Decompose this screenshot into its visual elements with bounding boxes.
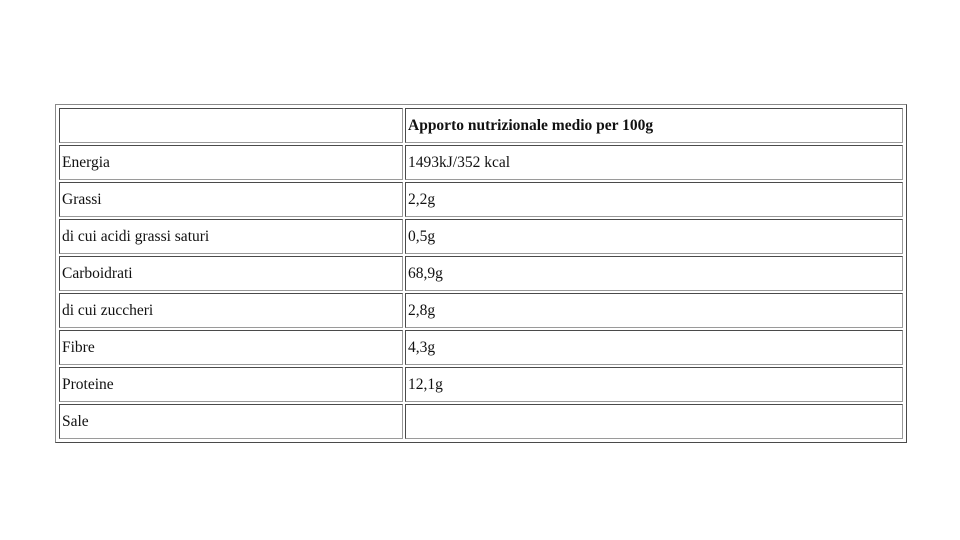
table-header-row xyxy=(59,108,903,143)
row-value-cell: 12,1g xyxy=(405,367,903,402)
row-value-cell: 2,8g xyxy=(405,293,903,328)
row-label-cell: Energia xyxy=(59,145,403,180)
row-label-cell: di cui acidi grassi saturi xyxy=(59,219,403,254)
table-row xyxy=(59,182,903,217)
row-label-cell: Sale xyxy=(59,404,403,439)
row-value-cell xyxy=(405,404,903,439)
row-label-cell: di cui zuccheri xyxy=(59,293,403,328)
row-value-cell: 68,9g xyxy=(405,256,903,291)
table-row xyxy=(59,367,903,402)
row-label-cell: Fibre xyxy=(59,330,403,365)
row-value-cell: 4,3g xyxy=(405,330,903,365)
row-value-cell: 2,2g xyxy=(405,182,903,217)
table-row xyxy=(59,256,903,291)
table-row xyxy=(59,330,903,365)
row-label-cell: Carboidrati xyxy=(59,256,403,291)
table-row xyxy=(59,145,903,180)
row-label-cell: Grassi xyxy=(59,182,403,217)
nutrition-table xyxy=(57,106,905,441)
row-label-cell: Proteine xyxy=(59,367,403,402)
row-value-cell: 1493kJ/352 kcal xyxy=(405,145,903,180)
table-row xyxy=(59,219,903,254)
header-value-cell: Apporto nutrizionale medio per 100g xyxy=(405,108,903,143)
table-row xyxy=(59,293,903,328)
header-label-cell xyxy=(59,108,403,143)
table-row xyxy=(59,404,903,439)
nutrition-table-frame xyxy=(55,104,907,443)
row-value-cell: 0,5g xyxy=(405,219,903,254)
